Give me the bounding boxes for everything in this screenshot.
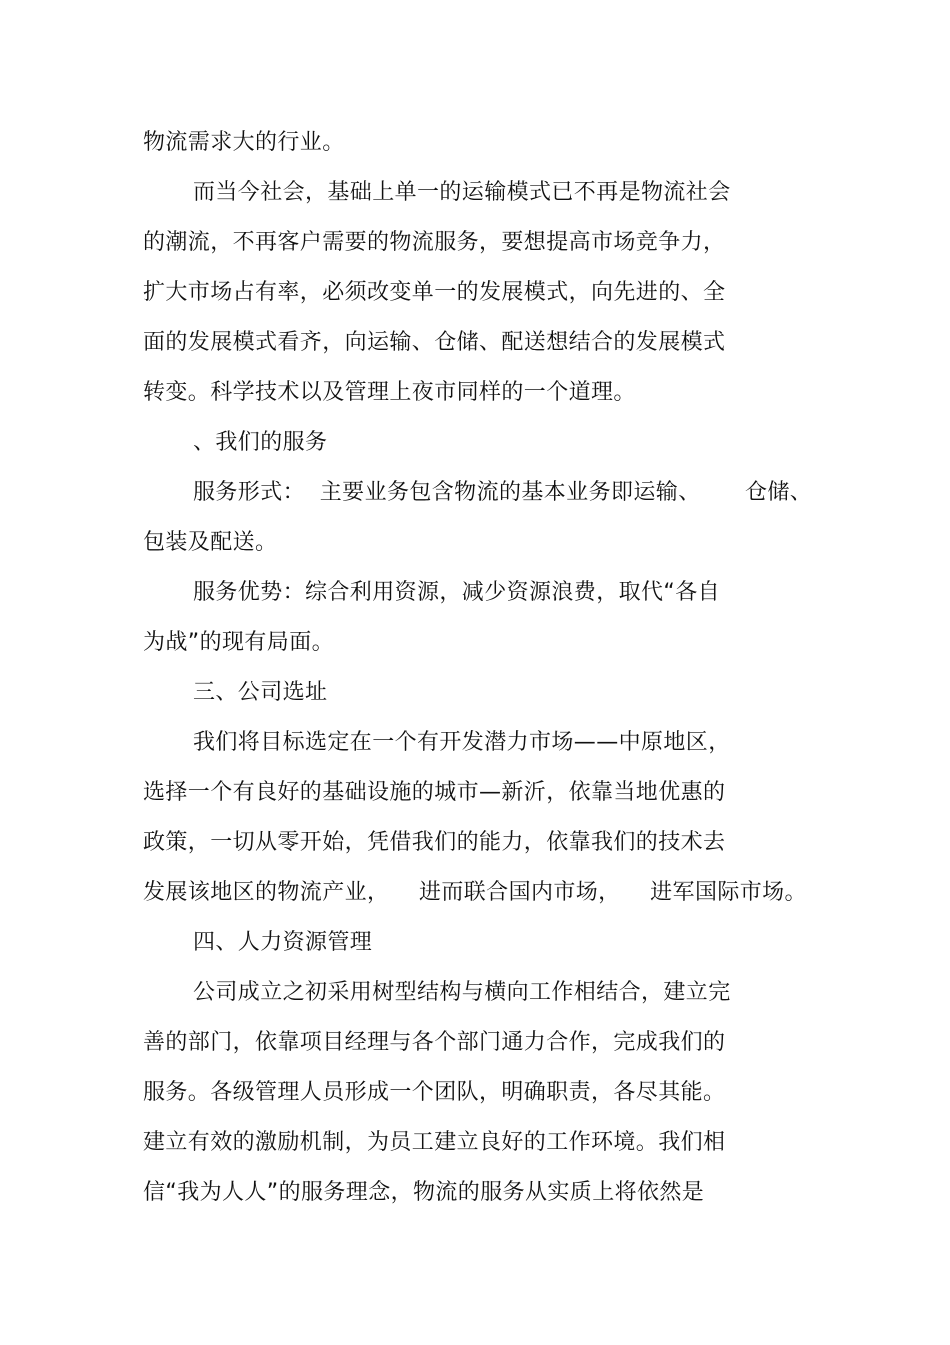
paragraph-line: 服务。各级管理人员形成一个团队，明确职责，各尽其能。 [143,1080,726,1105]
paragraph-line: 我们将目标选定在一个有开发潜力市场——中原地区， [193,730,731,755]
section-heading: 三、公司选址 [193,680,328,705]
paragraph-line: 发展该地区的物流产业， 进而联合国内市场， 进军国际市场。 [143,880,807,905]
paragraph-line: 面的发展模式看齐，向运输、仓储、配送想结合的发展模式 [143,330,726,355]
paragraph-line: 扩大市场占有率，必须改变单一的发展模式，向先进的、全 [143,280,726,305]
paragraph-line: 包装及配送。 [143,530,278,555]
paragraph-line: 而当今社会，基础上单一的运输模式已不再是物流社会 [193,180,731,205]
paragraph-line: 服务优势：综合利用资源，减少资源浪费，取代“各自 [193,580,720,605]
paragraph-line: 为战”的现有局面。 [143,630,334,655]
paragraph-line: 的潮流，不再客户需要的物流服务，要想提高市场竞争力， [143,230,726,255]
paragraph-line: 政策，一切从零开始，凭借我们的能力，依靠我们的技术去 [143,830,726,855]
section-heading: 、我们的服务 [193,430,328,455]
paragraph-line: 服务形式： 主要业务包含物流的基本业务即运输、 仓储、 [193,480,813,505]
paragraph-line: 信“我为人人”的服务理念，物流的服务从实质上将依然是 [143,1180,705,1205]
paragraph-line: 公司成立之初采用树型结构与横向工作相结合，建立完 [193,980,731,1005]
paragraph-line: 选择一个有良好的基础设施的城市—新沂，依靠当地优惠的 [143,780,726,805]
paragraph-line: 善的部门，依靠项目经理与各个部门通力合作，完成我们的 [143,1030,726,1055]
paragraph-line: 物流需求大的行业。 [143,130,345,155]
paragraph-line: 建立有效的激励机制，为员工建立良好的工作环境。我们相 [143,1130,726,1155]
section-heading: 四、人力资源管理 [193,930,373,955]
paragraph-line: 转变。科学技术以及管理上夜市同样的一个道理。 [143,380,636,405]
